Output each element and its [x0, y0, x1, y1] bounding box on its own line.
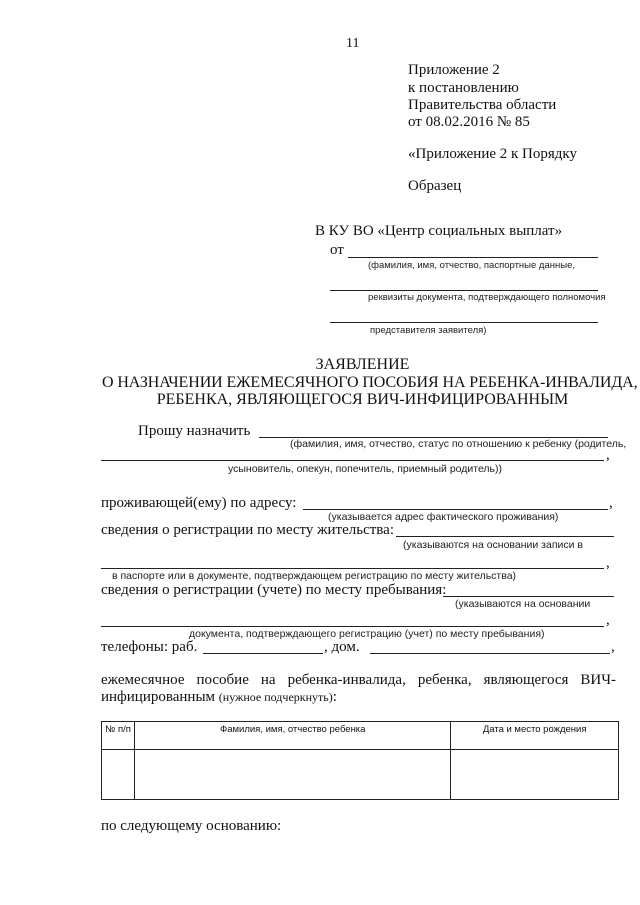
from-label: от — [330, 242, 344, 258]
hint-stay: (указываются на основании — [455, 598, 591, 610]
hint-living: (указывается адрес фактического проживания) — [328, 511, 559, 523]
reg-field[interactable] — [396, 536, 614, 537]
basis-label: по следующему основанию: — [101, 818, 282, 834]
hint-stay-2: документа, подтверждающего регистрацию (учет) по месту пребывания) — [189, 628, 545, 640]
work-phone-field[interactable] — [203, 653, 323, 654]
hint-doc: реквизиты документа, подтверждающего полномочия — [368, 292, 606, 303]
reg-field-2[interactable] — [101, 568, 604, 569]
hint-fio-status-2: усыновитель, опекун, попечитель, приемный родитель)) — [228, 463, 503, 475]
benefit-text-2 — [101, 689, 337, 706]
phones-label: телефоны: раб. — [101, 639, 198, 655]
children-table — [101, 721, 619, 800]
appendix-line-3: Правительства области — [408, 97, 557, 113]
table-row — [102, 750, 619, 800]
comma-5: , — [611, 639, 615, 655]
sample-label: Образец — [408, 178, 462, 194]
stay-label: сведения о регистрации (учете) по месту пребывания: — [101, 582, 447, 598]
cell-birth-date-place[interactable] — [451, 750, 619, 800]
living-label: проживающей(ему) по адресу: — [101, 495, 297, 511]
doc-subtitle-1: О НАЗНАЧЕНИИ ЕЖЕМЕСЯЧНОГО ПОСОБИЯ НА РЕБЕНКА-ИНВАЛИДА, — [102, 374, 638, 391]
cell-number[interactable] — [102, 750, 135, 800]
comma-1: , — [606, 447, 610, 463]
hint-name: (фамилия, имя, отчество, паспортные данные, — [368, 260, 575, 271]
page-number: 11 — [346, 36, 360, 51]
appendix-line-2: к постановлению — [408, 80, 519, 96]
stay-field[interactable] — [443, 596, 614, 597]
col-number: № п/п — [102, 722, 135, 750]
doc-requisites-field[interactable] — [330, 290, 598, 291]
living-address-field[interactable] — [303, 509, 608, 510]
addressee-to: В КУ ВО «Центр социальных выплат» — [315, 223, 563, 239]
doc-subtitle-2: РЕБЕНКА, ЯВЛЯЮЩЕГОСЯ ВИЧ-ИНФИЦИРОВАННЫМ — [156, 391, 569, 408]
from-name-field[interactable] — [348, 257, 598, 258]
applicant-field-2[interactable] — [101, 460, 604, 461]
representative-field[interactable] — [330, 322, 598, 323]
benefit-text-infected: инфицированным — [101, 689, 216, 705]
table-header-row — [102, 722, 619, 750]
comma-2: , — [609, 495, 613, 511]
benefit-text: ежемесячное пособие на ребенка-инвалида, ребенка, являющегося ВИЧ- — [101, 672, 616, 688]
col-birth-date-place: Дата и место рождения — [451, 722, 619, 750]
comma-3: , — [606, 555, 610, 571]
underline-hint: (нужное подчеркнуть) — [218, 690, 333, 704]
request-label: Прошу назначить — [138, 423, 251, 439]
appendix-line-1: Приложение 2 — [408, 62, 500, 78]
benefit-colon: : — [332, 689, 337, 705]
hint-fio-status: (фамилия, имя, отчество, статус по отношению к ребенку (родитель, — [290, 438, 627, 450]
col-child-name: Фамилия, имя, отчество ребенка — [135, 722, 451, 750]
doc-title: ЗАЯВЛЕНИЕ — [315, 356, 410, 373]
appendix-line-4: от 08.02.2016 № 85 — [408, 114, 530, 130]
stay-field-2[interactable] — [101, 626, 604, 627]
home-phone-field[interactable] — [370, 653, 610, 654]
home-label: , дом. — [324, 639, 360, 655]
hint-representative: представителя заявителя) — [370, 325, 487, 336]
order-reference: «Приложение 2 к Порядку — [408, 146, 577, 162]
comma-4: , — [606, 612, 610, 628]
hint-reg: (указываются на основании записи в — [403, 539, 583, 551]
hint-reg-2: в паспорте или в документе, подтверждающем регистрацию по месту жительства) — [112, 570, 517, 582]
cell-child-name[interactable] — [135, 750, 451, 800]
reg-label: сведения о регистрации по месту жительства: — [101, 522, 394, 538]
